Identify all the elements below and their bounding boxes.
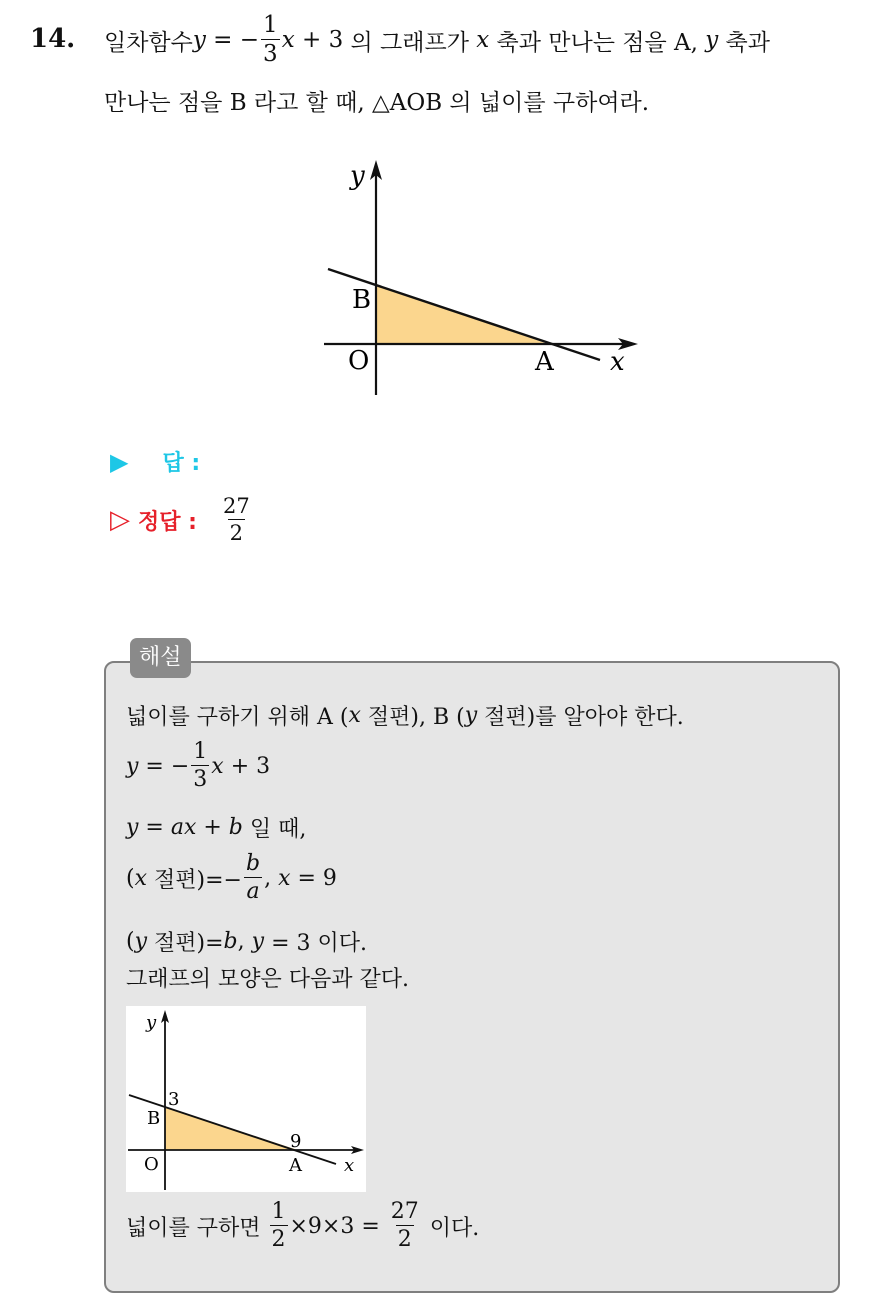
solution-graph [126,1006,366,1192]
equation-y: y [192,27,206,53]
function-line [129,1095,336,1164]
b-var: b [223,929,238,954]
graph-figure [320,150,650,400]
x-var: x [348,703,361,728]
fraction-one-half [270,1201,288,1251]
solution-shape-text: 그래프의 모양은 다음과 같다. [126,967,409,992]
question-text: 일차함수 [104,29,193,56]
question-line-2: 만나는 점을 B 라고 할 때, △AOB 의 넓이를 구하여라. [104,90,650,116]
equation-y: y [126,753,139,779]
correct-marker-icon: ▷ [110,505,130,535]
solution-equation-2 [126,812,306,843]
fraction-result [389,1201,421,1251]
origin-label: O [348,346,370,376]
fraction-numerator: 1 [263,12,278,38]
y-intercept-value: 3 [168,1089,180,1110]
solution-text: 절편)=− [147,867,242,893]
solution-y-intercept [126,926,367,957]
point-b-label: B [352,285,372,315]
equation-equals: = − [205,27,260,53]
x-var: x [134,865,148,891]
fraction-denominator: 2 [271,1227,286,1252]
x-axis-var: x [476,27,490,53]
solution-text: , [264,865,279,891]
equation-tail: + 3 [223,753,271,779]
solution-text: ( [126,865,135,891]
solution-text: = 9 [290,865,337,891]
x-intercept-value: 9 [290,1131,302,1152]
solution-text: 절편), B ( [360,705,465,730]
solution-text: 이다. [422,1215,480,1241]
solution-text: , [237,929,252,954]
correct-answer-label: 정답 : [138,509,197,535]
equation-x: x [281,27,295,53]
answer-label: 답 : [162,451,201,476]
equation-tail: + 3 [294,27,344,53]
general-equation: y = ax + b [126,815,243,840]
question-text: 의 그래프가 [343,29,477,56]
solution-text: 절편)를 알아야 한다. [477,705,684,730]
x-axis-label: x [344,1155,355,1176]
y-var: y [134,929,148,954]
solution-text: = 3 이다. [264,931,367,956]
solution-text: 일 때, [242,817,307,842]
solution-text: 절편)= [147,931,224,956]
solution-text: 넓이를 구하기 위해 A ( [126,705,349,730]
y-axis-label: y [350,161,365,191]
fraction-denominator: 2 [397,1227,412,1252]
solution-final-line [126,1201,479,1251]
fraction-b-over-a [244,853,262,903]
fraction-one-third [191,741,209,791]
answer-marker-icon: ▶ [110,447,129,476]
fraction-denominator: 3 [263,41,278,67]
solution-text: ( [126,929,135,954]
solution-tag: 해설 [130,638,191,678]
solution-x-intercept [126,853,337,903]
fraction-one-third [261,14,280,66]
question-number: 14. [30,24,76,54]
correct-answer-row [110,496,254,544]
question-text: 축과 [718,29,770,56]
correct-numerator: 27 [222,494,250,518]
fraction-numerator: 1 [271,1199,286,1224]
y-var: y [251,929,265,954]
fraction-numerator: b [245,851,261,876]
fraction-denominator: a [246,879,260,904]
fraction-numerator: 1 [193,739,208,764]
point-a-label: A [535,347,554,377]
solution-line-1 [126,700,684,731]
y-axis-var: y [705,27,719,53]
correct-answer-value [221,496,252,544]
point-b-label: B [147,1108,161,1129]
x-var: x [278,865,291,891]
answer-row [110,446,200,477]
fraction-denominator: 3 [193,767,208,792]
fraction-numerator: 27 [390,1199,419,1224]
product-expression: ×9×3 = [289,1213,387,1239]
question-text: 축과 만나는 점을 A, [489,29,706,56]
solution-equation-1 [126,741,270,791]
correct-denominator: 2 [229,521,244,545]
point-a-label: A [289,1155,302,1176]
y-axis-label: y [146,1012,157,1033]
x-axis-label: x [610,347,625,377]
question-line-1 [104,14,770,66]
equation-x: x [211,753,224,779]
origin-label: O [144,1154,159,1175]
y-var: y [464,703,478,728]
equation-equals: = − [138,753,190,779]
solution-text: 넓이를 구하면 [126,1215,268,1241]
